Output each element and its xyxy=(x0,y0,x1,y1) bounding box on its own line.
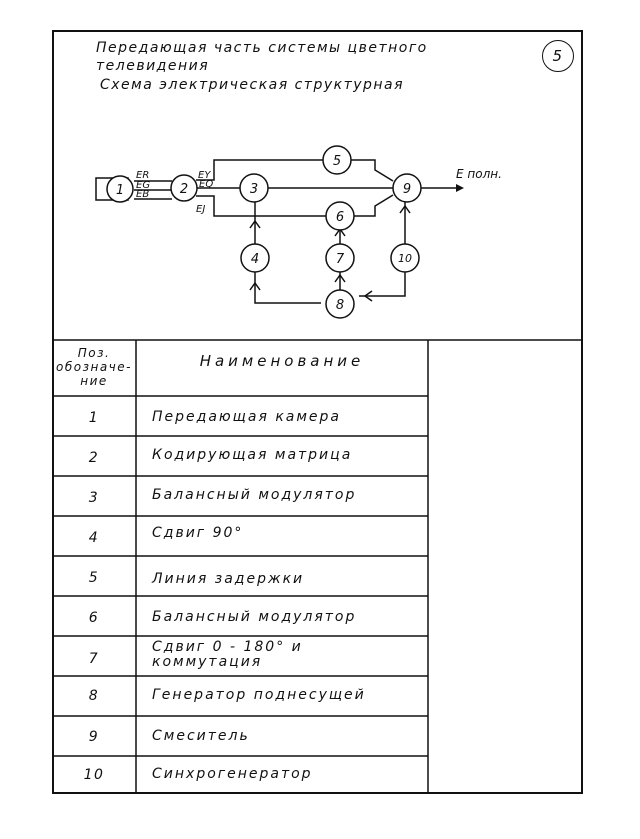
line-10-8 xyxy=(359,272,405,296)
node-4-label: 4 xyxy=(250,252,260,267)
node-6-label: 6 xyxy=(335,210,345,225)
row-7-name-line-1: Сдвиг 0 - 180° и xyxy=(152,639,303,655)
signal-output: E полн. xyxy=(456,167,502,181)
row-10-name: Синхрогенератор xyxy=(152,766,313,782)
header-position-line-1: Поз. xyxy=(77,346,111,360)
node-3-label: 3 xyxy=(249,182,259,197)
row-2-name: Кодирующая матрица xyxy=(152,447,353,463)
node-9-label: 9 xyxy=(402,182,412,197)
row-1-name: Передающая камера xyxy=(152,409,341,425)
row-6-name: Балансный модулятор xyxy=(152,609,357,625)
signal-eg: EG xyxy=(136,180,151,191)
signal-eb: EB xyxy=(136,189,150,200)
signal-ey: EY xyxy=(198,170,211,181)
node-2-label: 2 xyxy=(179,182,189,197)
page-number: 5 xyxy=(542,40,574,72)
row-5-num: 5 xyxy=(88,570,100,586)
row-10-num: 10 xyxy=(83,767,105,783)
row-4-name: Сдвиг 90° xyxy=(152,525,244,541)
row-1-num: 1 xyxy=(88,410,100,426)
title-line-1: Передающая часть системы цветного xyxy=(96,40,428,56)
row-4-num: 4 xyxy=(88,530,100,546)
row-3-num: 3 xyxy=(88,490,100,506)
output-arrow xyxy=(456,184,464,192)
row-3-name: Балансный модулятор xyxy=(152,487,357,503)
title-line-3: Схема электрическая структурная xyxy=(100,77,405,93)
header-position xyxy=(52,346,136,388)
title-line-2: телевидения xyxy=(96,58,210,74)
row-6-num: 6 xyxy=(88,610,100,626)
row-7-num: 7 xyxy=(88,651,100,667)
signal-er: ER xyxy=(136,170,150,181)
row-9-name: Смеситель xyxy=(152,728,250,744)
row-7-name-line-2: коммутация xyxy=(152,654,263,670)
row-2-num: 2 xyxy=(88,450,100,466)
row-9-num: 9 xyxy=(88,729,100,745)
node-5-label: 5 xyxy=(332,154,342,169)
header-name: Наименование xyxy=(199,352,365,370)
row-8-num: 8 xyxy=(88,688,100,704)
node-10-label: 10 xyxy=(398,252,412,265)
row-8-name: Генератор поднесущей xyxy=(152,687,366,703)
line-6-9 xyxy=(354,195,393,216)
row-7-name xyxy=(152,640,303,670)
line-ey-out xyxy=(351,160,393,181)
node-7-label: 7 xyxy=(335,252,345,267)
signal-eq: EQ xyxy=(199,179,214,190)
header-position-line-3: ние xyxy=(80,374,108,388)
row-5-name: Линия задержки xyxy=(152,571,305,587)
signal-ej: EJ xyxy=(196,204,206,215)
header-position-line-2: обозначе- xyxy=(56,360,132,374)
line-8-4 xyxy=(255,272,321,303)
node-1-label: 1 xyxy=(115,183,125,198)
node-8-label: 8 xyxy=(335,298,345,313)
